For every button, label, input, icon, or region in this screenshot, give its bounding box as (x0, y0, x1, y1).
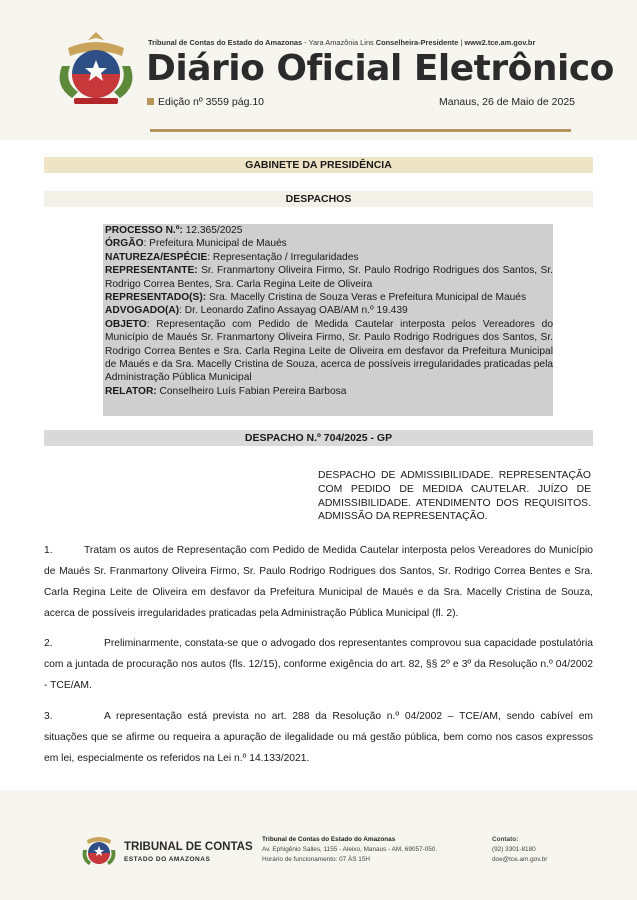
footer-contact: Contato: (92) 3301-8180 doe@tce.am.gov.br (492, 836, 548, 863)
publication-date: Manaus, 26 de Maio de 2025 (438, 96, 575, 108)
footer-brand: TRIBUNAL DE CONTAS (124, 841, 253, 853)
footer-address: Tribunal de Contas do Estado do Amazonas Av. Ephigênio Salles, 1155 - Aleixo, Manaus - AM, 69057-050. Horário de funcionamento: 07 ÀS 15H (262, 836, 438, 863)
section-gabinete: GABINETE DA PRESIDÊNCIA (44, 157, 593, 173)
footer-crest-icon (79, 830, 119, 870)
natureza-line: NATUREZA/ESPÉCIE: Representação / Irregularidades (105, 251, 359, 263)
footer-brand-sub: ESTADO DO AMAZONAS (124, 856, 211, 863)
section-despachos: DESPACHOS (44, 191, 593, 207)
tce-crest-icon (52, 26, 140, 108)
processo-line: PROCESSO N.º: 12.365/2025 (105, 225, 243, 236)
despacho-title: DESPACHO N.º 704/2025 - GP (44, 430, 593, 446)
advogado-line: ADVOGADO(A): Dr. Leonardo Zafino Assayag OAB/AM n.º 19.439 (105, 305, 408, 317)
representado-line: REPRESENTADO(S): Sra. Macelly Cristina de Souza Veras e Prefeitura Municipal de Maués (105, 292, 527, 304)
paragraph-3: 3. A representação está prevista no art. 288 da Resolução n.º 04/2002 – TCE/AM, sendo cabível em situações que se afirme ou requeira a apuração de ilegalidade ou má gestão pública, bem como nos casos expressos em lei, especialmente os referidos na Lei n.º 14.133/2021. (44, 711, 593, 764)
relator-line: RELATOR: Conselheiro Luís Fabian Pereira Barbosa (105, 385, 347, 397)
edition-square-icon (147, 98, 154, 105)
header-top-line: Tribunal de Contas do Estado do Amazonas - Yara Amazônia Lins Conselheira-Presidente | www2.tce.am.gov.br (148, 38, 536, 47)
header-divider (150, 129, 571, 132)
paragraph-2: 2. Preliminarmente, constata-se que o advogado dos representantes comprovou sua capacidade postulatória com a juntada de procuração nos autos (fls. 12/15), conforme exigência do art. 82, §§ 2º e 3º da Resolução n.º 04/2002 - TCE/AM. (44, 638, 593, 691)
orgao-line: ÓRGÃO: Prefeitura Municipal de Maués (105, 238, 287, 250)
paragraph-1: 1. Tratam os autos de Representação com Pedido de Medida Cautelar interposta pelos Vereadores do Município de Maués Sr. Franmartony Oliveira Firmo, Sr. Paulo Rodrigo Rodrigues dos Santos, Sr. Rodrigo Correa Bentes e Sra. Carla Regina Leite de Oliveira em desfavor da Prefeitura Municipal de Maués e da Sra. Macelly Cristina de Souza, acerca de possíveis irregularidades praticadas pela Administração Pública Municipal (fl. 2). (44, 545, 593, 619)
objeto-line: OBJETO: Representação com Pedido de Medida Cautelar interposta pelos Vereadores do Município de Maués Sr. Franmartony Oliveira Firmo, Sr. Paulo Rodrigo Rodrigues dos Santos, Sr. Rodrigo Correa Bentes e Sra. Carla Regina Leite de Oliveira em desfavor da Prefeitura Municipal de Maués e da Sra. Macelly Cristina de Souza, acerca de possíveis irregularidades praticadas pela Administração Pública Municipal (105, 318, 553, 384)
representante-line: REPRESENTANTE: Sr. Franmartony Oliveira Firmo, Sr. Paulo Rodrigo Rodrigues dos Santos, Sr. Rodrigo Correa Bentes, Sra. Carla Regina Leite de Oliveira (105, 265, 553, 290)
process-info-box (103, 224, 553, 416)
ementa-text: DESPACHO DE ADMISSIBILIDADE. REPRESENTAÇÃO COM PEDIDO DE MEDIDA CAUTELAR. JUÍZO DE ADMISSIBILIDADE. ATENDIMENTO DOS REQUISITOS. ADMISSÃO DA REPRESENTAÇÃO. (318, 470, 591, 523)
page-title: Diário Oficial Eletrônico (146, 48, 614, 89)
edition-info: Edição nº 3559 pág.10 (147, 96, 264, 108)
